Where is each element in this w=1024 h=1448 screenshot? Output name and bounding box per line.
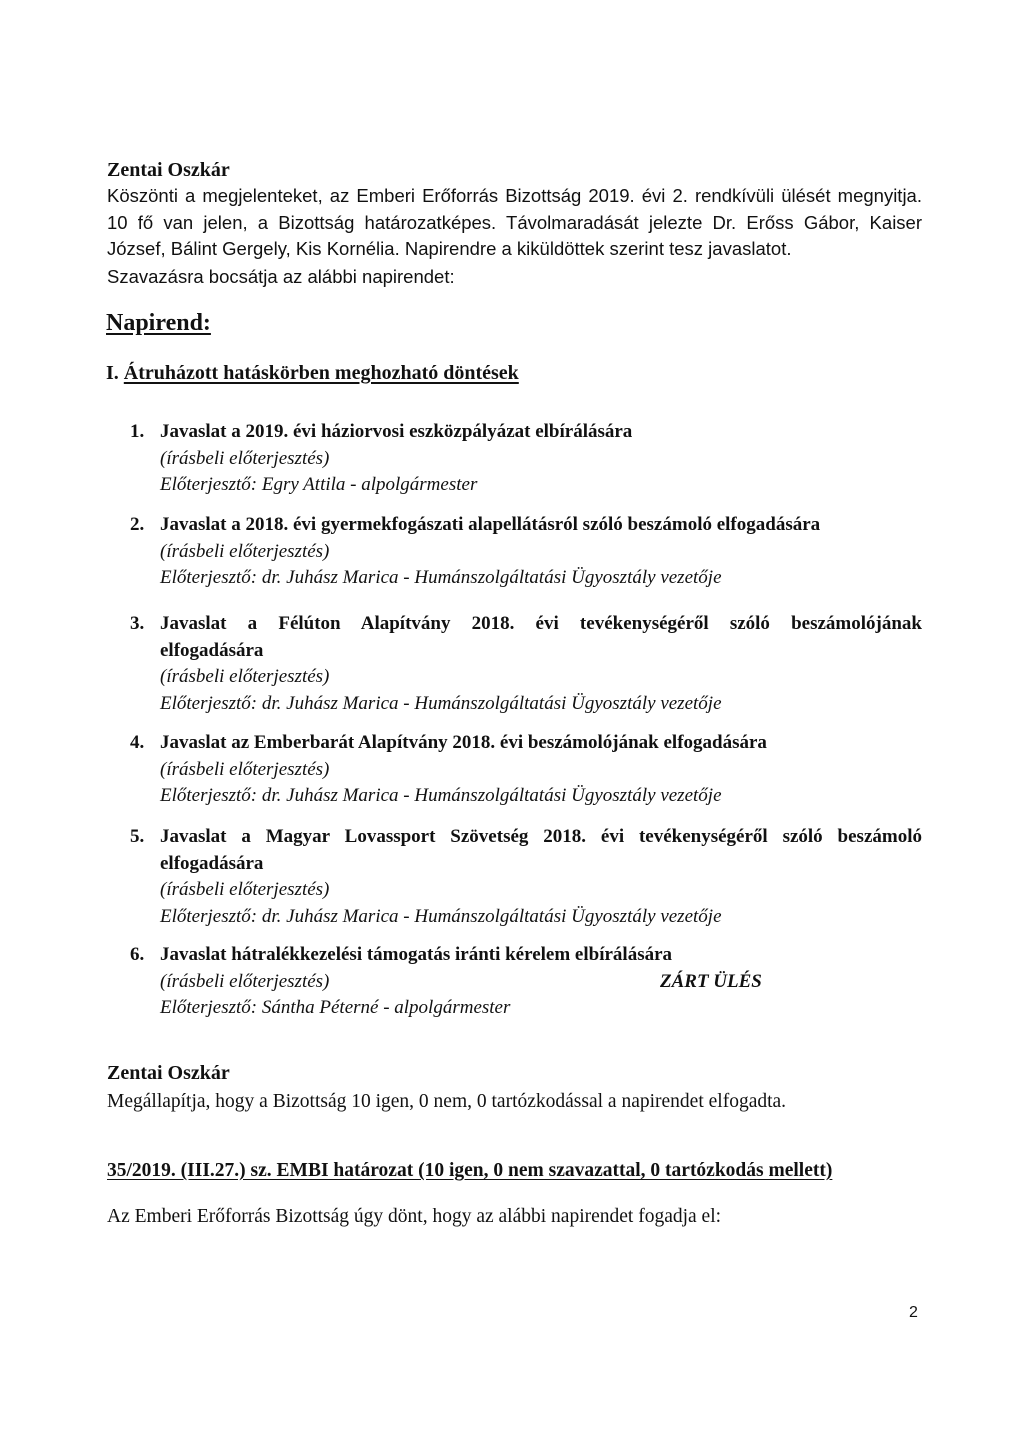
- agenda-item: [160, 824, 922, 930]
- agenda-item-number: 4.: [130, 732, 145, 753]
- agenda-item-title-continued: elfogadására: [160, 639, 264, 661]
- vote-paragraph: Megállapítja, hogy a Bizottság 10 igen, 0 nem, 0 tartózkodással a napirendet elfogadta.: [107, 1091, 787, 1112]
- agenda-item-title: Javaslat a 2018. évi gyermekfogászati alapellátásról szóló beszámoló elfogadására: [160, 514, 821, 535]
- agenda-item: [160, 611, 922, 717]
- closed-session-label: ZÁRT ÜLÉS: [660, 970, 762, 992]
- agenda-item: [160, 419, 922, 499]
- agenda-item-number: 2.: [130, 514, 145, 535]
- speaker-name: Zentai Oszkár: [107, 1062, 230, 1084]
- agenda-item-type: (írásbeli előterjesztés): [160, 666, 330, 687]
- agenda-item-presenter: Előterjesztő: dr. Juhász Marica - Humánszolgáltatási Ügyosztály vezetője: [160, 905, 722, 927]
- agenda-item-number: 1.: [130, 421, 145, 442]
- intro-paragraph-2: Szavazásra bocsátja az alábbi napirendet:: [107, 266, 455, 287]
- agenda-item-type-text: (írásbeli előterjesztés): [160, 970, 330, 992]
- resolution-text: Az Emberi Erőforrás Bizottság úgy dönt, hogy az alábbi napirendet fogadja el:: [107, 1206, 722, 1227]
- agenda-item-title: Javaslat a 2019. évi háziorvosi eszközpályázat elbírálására: [160, 421, 633, 442]
- agenda-item-title: Javaslat a Magyar Lovassport Szövetség 2018. évi tevékenységéről szóló beszámoló: [160, 826, 922, 847]
- agenda-item-presenter: Előterjesztő: Egry Attila - alpolgármester: [160, 474, 478, 495]
- agenda-item-title-continued: elfogadására: [160, 852, 264, 874]
- agenda-item-presenter: Előterjesztő: dr. Juhász Marica - Humánszolgáltatási Ügyosztály vezetője: [160, 567, 722, 588]
- intro-paragraph: Köszönti a megjelenteket, az Emberi Erőforrás Bizottság 2019. évi 2. rendkívüli ülését megnyitja. 10 fő van jelen, a Bizottság határozatképes. Távolmaradását jelezte Dr. Erőss Gábor, Kaiser József, Bálint Gergely, Kis Kornélia. Napirendre a kiküldöttek szerint tesz javaslatot.: [107, 185, 922, 260]
- agenda-item-type: [160, 969, 922, 996]
- agenda-item: [160, 512, 922, 592]
- agenda-item: [160, 942, 922, 1022]
- agenda-item-title: Javaslat hátralékkezelési támogatás iránti kérelem elbírálására: [160, 944, 673, 965]
- agenda-item-number: 3.: [130, 613, 145, 634]
- resolution-title: 35/2019. (III.27.) sz. EMBI határozat (10 igen, 0 nem szavazattal, 0 tartózkodás mellett): [107, 1160, 833, 1181]
- section-title: [106, 362, 519, 385]
- agenda-item-number: 6.: [130, 944, 145, 965]
- agenda-item-type: (írásbeli előterjesztés): [160, 879, 330, 900]
- section-number: I.: [106, 362, 119, 384]
- page-number: 2: [909, 1304, 918, 1321]
- agenda-item-presenter: Előterjesztő: dr. Juhász Marica - Humánszolgáltatási Ügyosztály vezetője: [160, 692, 722, 714]
- agenda-item-title: Javaslat az Emberbarát Alapítvány 2018. évi beszámolójának elfogadására: [160, 732, 767, 753]
- agenda-item-presenter: Előterjesztő: dr. Juhász Marica - Humánszolgáltatási Ügyosztály vezetője: [160, 785, 722, 806]
- agenda-item-type: (írásbeli előterjesztés): [160, 758, 330, 780]
- agenda-item-presenter: Előterjesztő: Sántha Péterné - alpolgármester: [160, 997, 511, 1018]
- agenda-heading: Napirend:: [106, 310, 211, 336]
- section-title-text: Átruházott hatáskörben meghozható döntések: [123, 362, 519, 384]
- agenda-item-type: (írásbeli előterjesztés): [160, 540, 330, 562]
- agenda-item-number: 5.: [130, 826, 145, 847]
- agenda-item: [160, 730, 922, 810]
- speaker-name: Zentai Oszkár: [107, 159, 230, 181]
- agenda-item-title: Javaslat a Félúton Alapítvány 2018. évi tevékenységéről szóló beszámolójának: [160, 613, 922, 634]
- agenda-item-type: (írásbeli előterjesztés): [160, 447, 330, 469]
